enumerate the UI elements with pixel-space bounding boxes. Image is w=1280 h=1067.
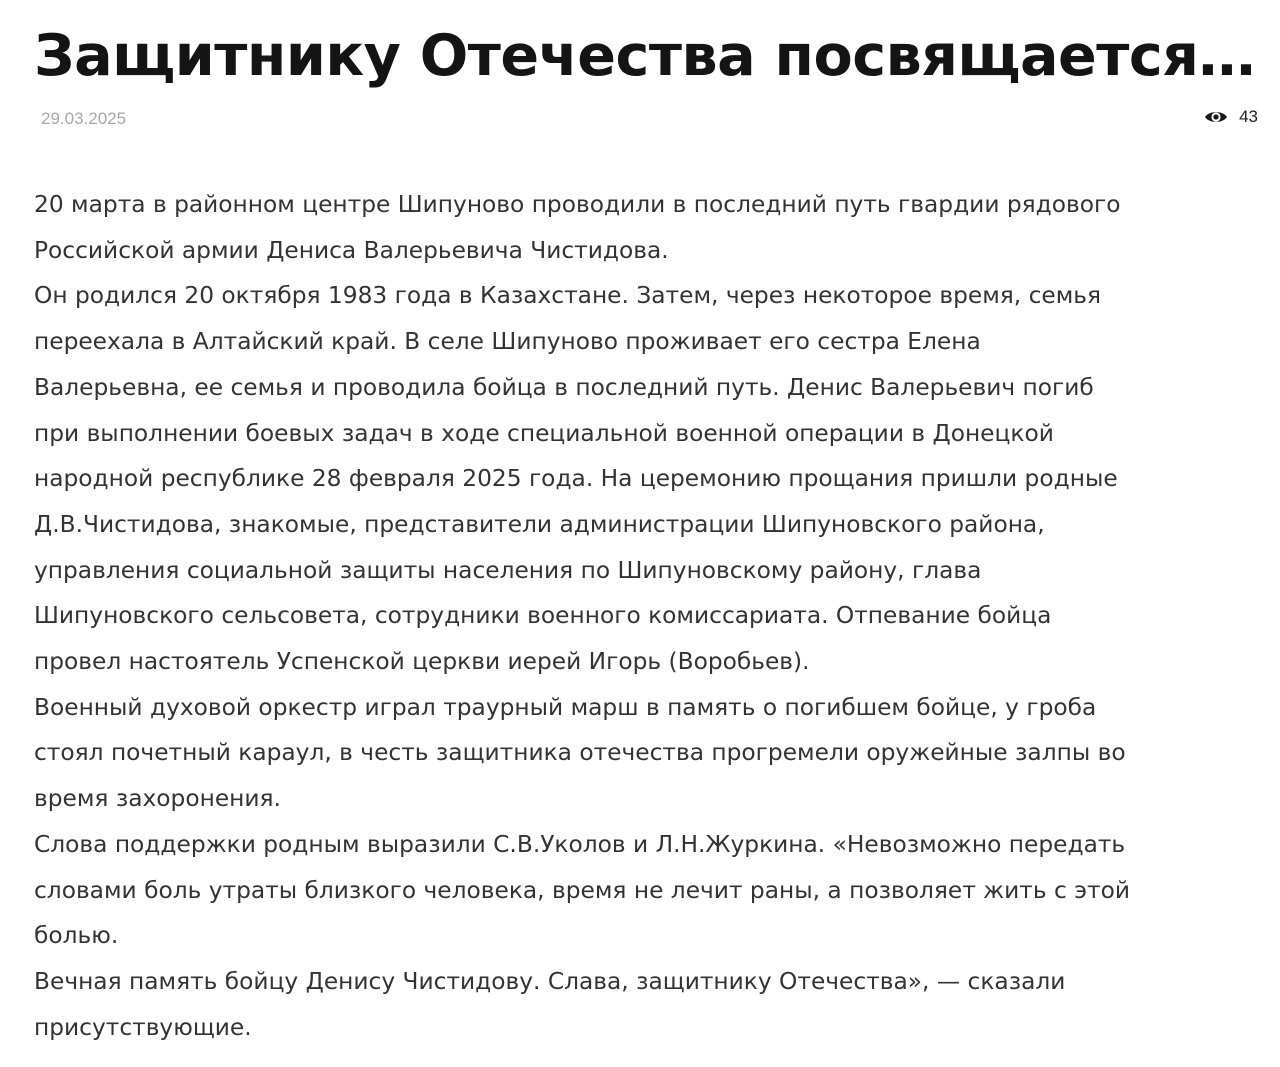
views-count: 43 [1239,107,1258,126]
body-line: Вечная память бойцу Денису Чистидову. Слава, защитнику Отечества», — сказали [34,967,1066,995]
article [34,18,1256,1050]
eye-icon [1204,109,1228,125]
page-title: Защитнику Отечества посвящается… [34,23,1256,89]
body-line: переехала в Алтайский край. В селе Шипуново проживает его сестра Елена [34,328,981,356]
body-line: при выполнении боевых задач в ходе специальной военной операции в Донецкой [34,419,1054,447]
body-line: присутствующие. [34,1013,252,1041]
body-line: провел настоятель Успенской церкви иерей Игорь (Воробьев). [34,648,810,676]
body-line: болью. [34,922,119,950]
body-line: Шипуновского сельсовета, сотрудники военного комиссариата. Отпевание бойца [34,602,1052,630]
publish-date: 29.03.2025 [41,109,127,128]
body-line: Валерьевна, ее семья и проводила бойца в последний путь. Денис Валерьевич погиб [34,373,1094,401]
body-line: Военный духовой оркестр играл траурный марш в память о погибшем бойце, у гроба [34,693,1097,721]
views-counter [1204,107,1258,127]
article-body [34,182,1256,1050]
body-line: Российской армии Дениса Валерьевича Чистидова. [34,236,669,264]
body-line: Д.В.Чистидова, знакомые, представители администрации Шипуновского района, [34,510,1045,538]
body-line: 20 марта в районном центре Шипуново проводили в последний путь гвардии рядового [34,191,1121,218]
body-line: управления социальной защиты населения по Шипуновскому району, глава [34,556,982,584]
body-line: Слова поддержки родным выразили С.В.Уколов и Л.Н.Журкина. «Невозможно передать [34,830,1126,858]
body-line: стоял почетный караул, в честь защитника отечества прогремели оружейные залпы во [34,739,1126,767]
body-line: народной республике 28 февраля 2025 года. На церемонию прощания пришли родные [34,465,1118,493]
body-line: время захоронения. [34,785,281,813]
article-meta [34,104,1256,144]
body-line: Он родился 20 октября 1983 года в Казахстане. Затем, через некоторое время, семья [34,282,1102,310]
body-line: словами боль утраты близкого человека, время не лечит раны, а позволяет жить с этой [34,876,1130,904]
